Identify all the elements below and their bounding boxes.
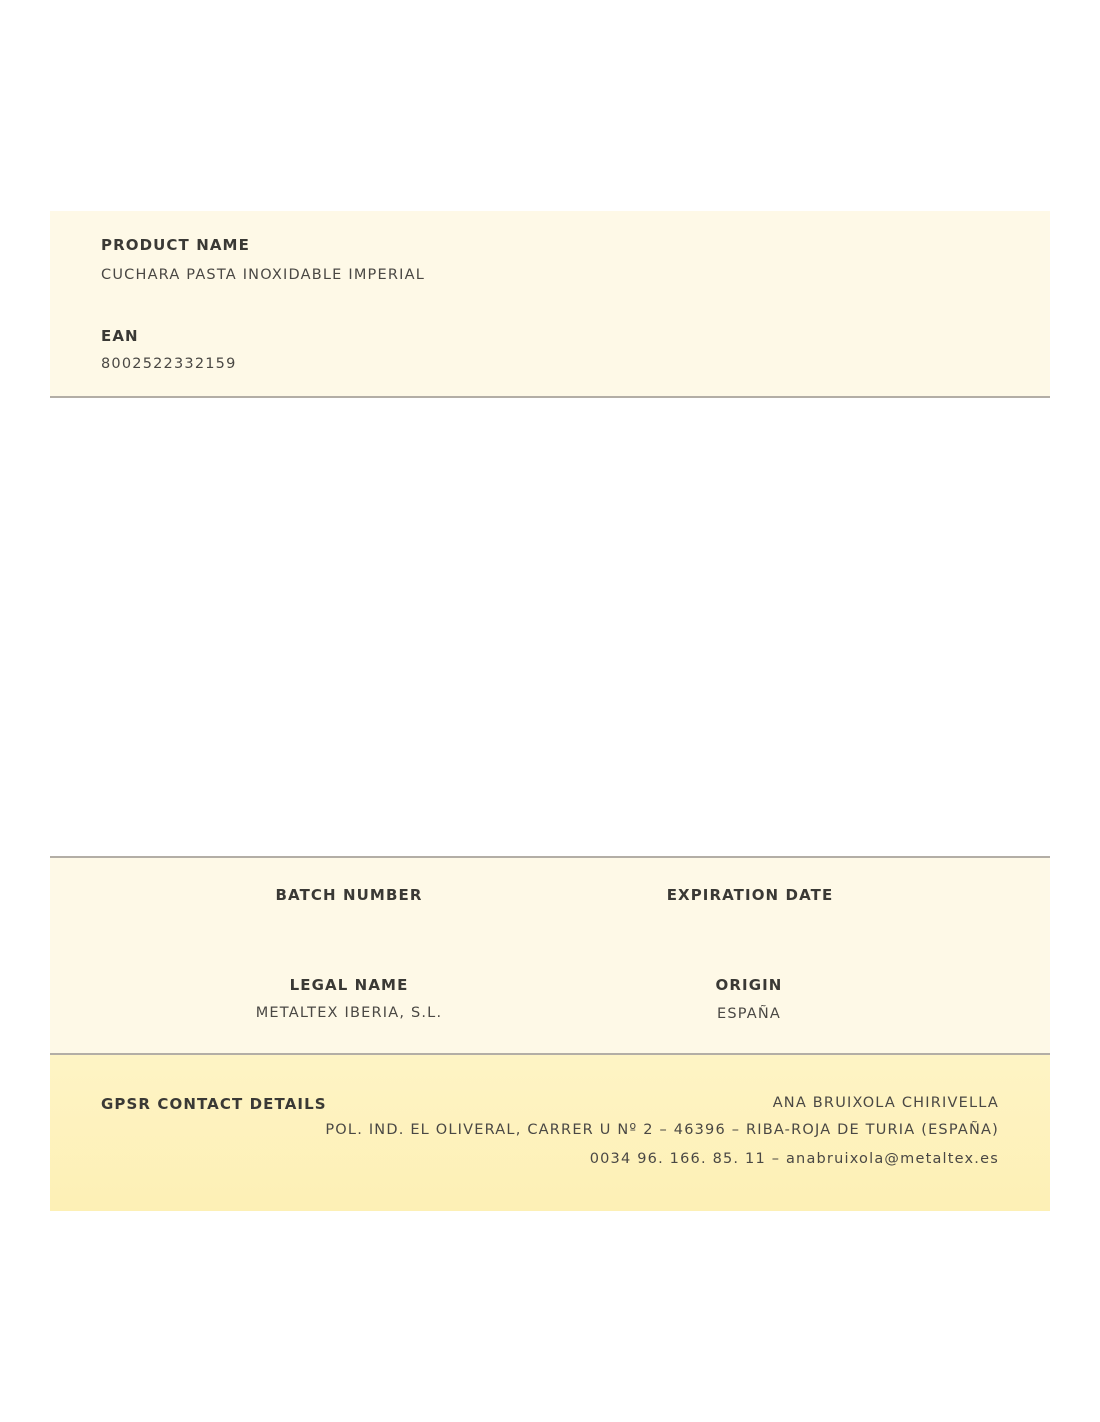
contact-address: POL. IND. EL OLIVERAL, CARRER U Nº 2 – 46396 – RIBA-ROJA DE TURIA (ESPAÑA) bbox=[325, 1122, 999, 1138]
origin-value: ESPAÑA bbox=[716, 1006, 782, 1022]
ean-label: EAN bbox=[101, 327, 139, 345]
product-name-label: PRODUCT NAME bbox=[101, 236, 250, 254]
expiration-date-label: EXPIRATION DATE bbox=[666, 886, 834, 904]
gpsr-contact-panel bbox=[50, 1055, 1050, 1211]
batch-info-panel bbox=[50, 856, 1050, 1055]
contact-name: ANA BRUIXOLA CHIRIVELLA bbox=[772, 1095, 999, 1111]
ean-value: 8002522332159 bbox=[101, 356, 237, 372]
gpsr-contact-label: GPSR CONTACT DETAILS bbox=[101, 1095, 327, 1113]
legal-name-label: LEGAL NAME bbox=[289, 976, 409, 994]
legal-name-value: METALTEX IBERIA, S.L. bbox=[255, 1005, 443, 1021]
product-name-value: CUCHARA PASTA INOXIDABLE IMPERIAL bbox=[101, 267, 425, 283]
batch-number-label: BATCH NUMBER bbox=[275, 886, 423, 904]
product-info-panel bbox=[50, 211, 1050, 398]
origin-label: ORIGIN bbox=[715, 976, 783, 994]
contact-phone-email: 0034 96. 166. 85. 11 – anabruixola@metaltex.es bbox=[589, 1151, 999, 1167]
